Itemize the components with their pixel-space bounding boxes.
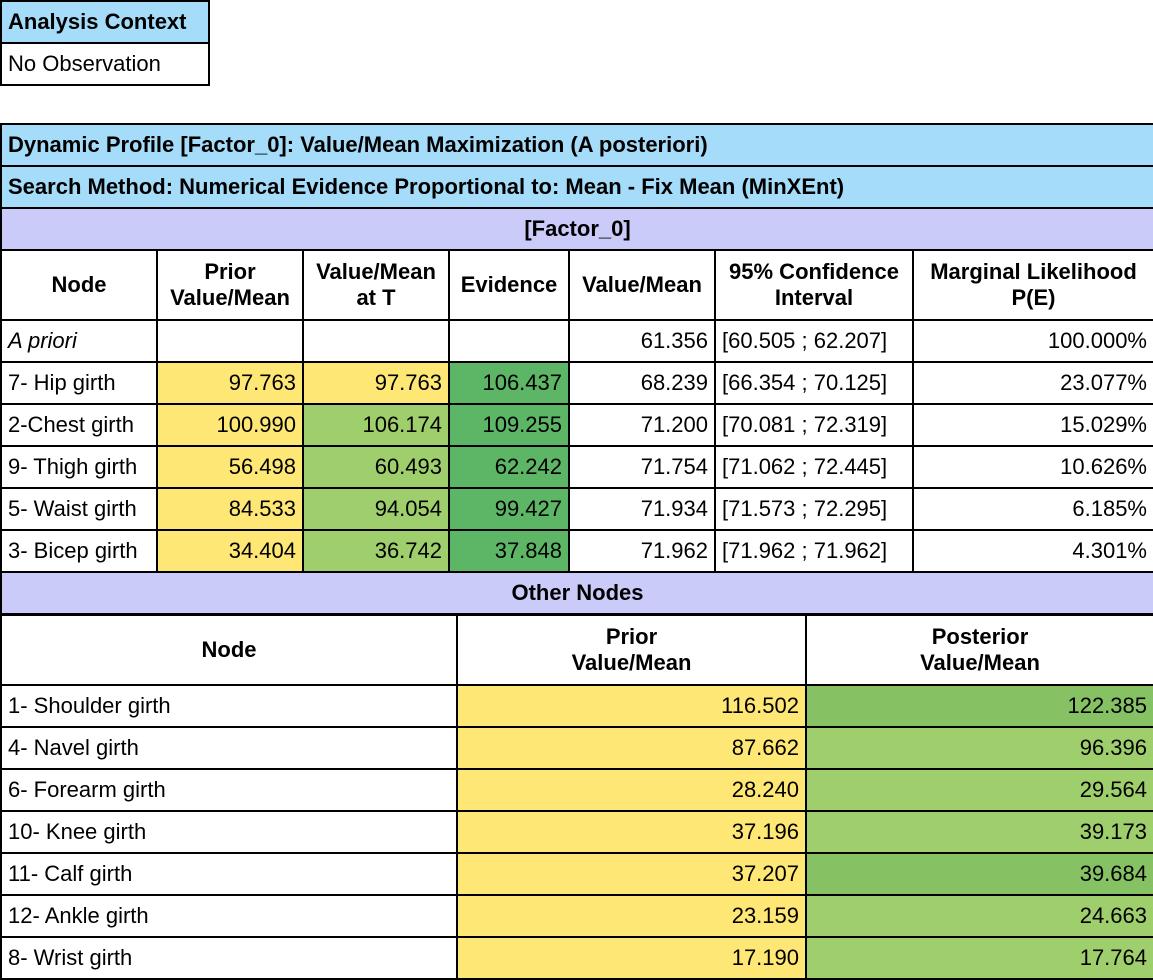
- cell-confidence: [66.354 ; 70.125]: [715, 362, 913, 404]
- col-header-evidence: [449, 250, 569, 320]
- cell-marginal-likelihood: 6.185%: [913, 488, 1153, 530]
- profile-title: Dynamic Profile [Factor_0]: Value/Mean Maximization (A posteriori): [1, 124, 1153, 166]
- cell-marginal-likelihood: 100.000%: [913, 320, 1153, 362]
- other-col-header-prior-l1: Prior: [605, 624, 658, 649]
- cell-value-mean-t: 60.493: [303, 446, 449, 488]
- table-row: [1, 895, 1153, 937]
- cell-value-mean: 71.200: [569, 404, 715, 446]
- table-row: [1, 853, 1153, 895]
- cell-confidence: [71.962 ; 71.962]: [715, 530, 913, 572]
- other-col-header-post-l1: Posterior: [931, 624, 1029, 649]
- table-row: [1, 811, 1153, 853]
- col-header-ci-l2: Interval: [774, 285, 854, 310]
- cell-node: 11- Calf girth: [1, 853, 457, 895]
- table-row: [1, 769, 1153, 811]
- col-header-prior-l2: Value/Mean: [170, 285, 290, 310]
- col-header-vmt-l2: at T: [356, 285, 396, 310]
- cell-evidence: 109.255: [449, 404, 569, 446]
- cell-node: 2-Chest girth: [1, 404, 157, 446]
- col-header-prior-l1: Prior: [204, 259, 256, 284]
- analysis-context-value: No Observation: [1, 43, 209, 85]
- col-header-prior: [157, 250, 303, 320]
- cell-node: 7- Hip girth: [1, 362, 157, 404]
- cell-value-mean-t: 106.174: [303, 404, 449, 446]
- cell-node: 10- Knee girth: [1, 811, 457, 853]
- table-row: [1, 685, 1153, 727]
- cell-value-mean: 71.962: [569, 530, 715, 572]
- cell-value-mean: 61.356: [569, 320, 715, 362]
- cell-prior: 87.662: [457, 727, 806, 769]
- cell-value-mean: 71.754: [569, 446, 715, 488]
- cell-evidence: [449, 320, 569, 362]
- cell-posterior: 39.173: [806, 811, 1153, 853]
- cell-prior: 100.990: [157, 404, 303, 446]
- dynamic-profile-table: [0, 123, 1153, 615]
- other-col-header-prior: [457, 615, 806, 685]
- cell-marginal-likelihood: 15.029%: [913, 404, 1153, 446]
- cell-confidence: [71.062 ; 72.445]: [715, 446, 913, 488]
- table-row: [1, 937, 1153, 979]
- col-header-evidence-label: Evidence: [460, 272, 558, 297]
- cell-node: 4- Navel girth: [1, 727, 457, 769]
- cell-value-mean-t: 97.763: [303, 362, 449, 404]
- other-col-header-prior-l2: Value/Mean: [571, 650, 692, 675]
- col-header-marginal-likelihood: [913, 250, 1153, 320]
- other-nodes-table: [0, 614, 1153, 980]
- cell-evidence: 106.437: [449, 362, 569, 404]
- col-header-confidence: [715, 250, 913, 320]
- cell-value-mean-t: 94.054: [303, 488, 449, 530]
- cell-posterior: 24.663: [806, 895, 1153, 937]
- cell-evidence: 99.427: [449, 488, 569, 530]
- col-header-ml-l1: Marginal Likelihood: [930, 259, 1137, 284]
- cell-prior: 34.404: [157, 530, 303, 572]
- cell-evidence: 62.242: [449, 446, 569, 488]
- cell-prior: 37.196: [457, 811, 806, 853]
- cell-node: 12- Ankle girth: [1, 895, 457, 937]
- cell-confidence: [70.081 ; 72.319]: [715, 404, 913, 446]
- cell-posterior: 96.396: [806, 727, 1153, 769]
- table-row: [1, 488, 1153, 530]
- cell-node: 8- Wrist girth: [1, 937, 457, 979]
- cell-prior: 84.533: [157, 488, 303, 530]
- cell-posterior: 29.564: [806, 769, 1153, 811]
- cell-confidence: [71.573 ; 72.295]: [715, 488, 913, 530]
- table-row: [1, 404, 1153, 446]
- cell-value-mean: 68.239: [569, 362, 715, 404]
- cell-node: 5- Waist girth: [1, 488, 157, 530]
- cell-prior: 17.190: [457, 937, 806, 979]
- other-col-header-node-label: Node: [201, 637, 257, 662]
- cell-marginal-likelihood: 10.626%: [913, 446, 1153, 488]
- table-row-a-priori: [1, 320, 1153, 362]
- cell-prior: 23.159: [457, 895, 806, 937]
- other-col-header-node: [1, 615, 457, 685]
- cell-marginal-likelihood: 23.077%: [913, 362, 1153, 404]
- cell-marginal-likelihood: 4.301%: [913, 530, 1153, 572]
- cell-posterior: 17.764: [806, 937, 1153, 979]
- cell-node: A priori: [1, 320, 157, 362]
- col-header-value-mean-label: Value/Mean: [582, 272, 702, 297]
- cell-node: 1- Shoulder girth: [1, 685, 457, 727]
- cell-node: 3- Bicep girth: [1, 530, 157, 572]
- table-row: [1, 530, 1153, 572]
- cell-posterior: 122.385: [806, 685, 1153, 727]
- other-col-header-post-l2: Value/Mean: [920, 650, 1040, 675]
- search-method: Search Method: Numerical Evidence Proportional to: Mean - Fix Mean (MinXEnt): [1, 166, 1153, 208]
- cell-prior: 56.498: [157, 446, 303, 488]
- cell-prior: 97.763: [157, 362, 303, 404]
- table-row: [1, 446, 1153, 488]
- cell-prior: 37.207: [457, 853, 806, 895]
- table-row: [1, 362, 1153, 404]
- col-header-node: [1, 250, 157, 320]
- cell-evidence: 37.848: [449, 530, 569, 572]
- col-header-vmt-l1: Value/Mean: [316, 259, 436, 284]
- col-header-ml-l2: P(E): [1011, 285, 1056, 310]
- analysis-context-title: Analysis Context: [1, 1, 209, 43]
- col-header-value-mean-t: [303, 250, 449, 320]
- cell-value-mean: 71.934: [569, 488, 715, 530]
- cell-confidence: [60.505 ; 62.207]: [715, 320, 913, 362]
- cell-value-mean-t: 36.742: [303, 530, 449, 572]
- table-row: [1, 727, 1153, 769]
- other-col-header-posterior: [806, 615, 1153, 685]
- cell-prior: 116.502: [457, 685, 806, 727]
- col-header-node-label: Node: [51, 272, 107, 297]
- col-header-value-mean: [569, 250, 715, 320]
- factor-section-header: [Factor_0]: [1, 208, 1153, 250]
- cell-posterior: 39.684: [806, 853, 1153, 895]
- cell-node: 9- Thigh girth: [1, 446, 157, 488]
- col-header-ci-l1: 95% Confidence: [729, 259, 899, 284]
- other-nodes-section-header: Other Nodes: [1, 572, 1153, 614]
- cell-prior: [157, 320, 303, 362]
- cell-prior: 28.240: [457, 769, 806, 811]
- cell-value-mean-t: [303, 320, 449, 362]
- cell-node: 6- Forearm girth: [1, 769, 457, 811]
- analysis-context-table: [0, 0, 210, 86]
